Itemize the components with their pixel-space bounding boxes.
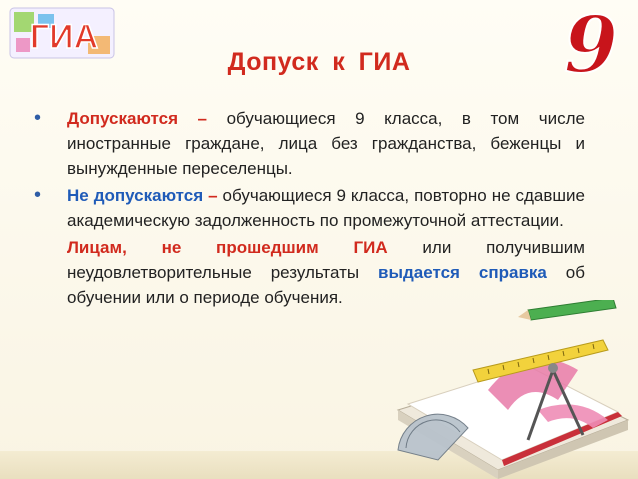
item-lead: Не допускаются xyxy=(67,186,204,205)
bullet-icon: • xyxy=(34,107,42,129)
list-item xyxy=(34,106,585,181)
content xyxy=(34,106,585,312)
list-item xyxy=(34,183,585,233)
book-supplies-illustration xyxy=(378,300,638,479)
note-lead: Лицам, не прошедшим ГИА xyxy=(67,238,388,257)
item-dash: – xyxy=(178,109,227,128)
item-text: обучающиеся 9 класса, повторно не сдавшие академическую задолженность по промежуточной аттестации. xyxy=(67,186,585,230)
logo-text: ГИА xyxy=(29,18,99,56)
item-dash: – xyxy=(203,186,223,205)
page-title: Допуск к ГИА xyxy=(227,48,411,76)
note-highlight: выдается справка xyxy=(378,263,547,282)
item-text: обучающиеся 9 класса, в том числе иностранные граждане, лица без гражданства, беженцы и вынужденные переселенцы. xyxy=(67,109,585,178)
item-lead: Допускаются xyxy=(67,109,178,128)
note-middle: или получившим неудовлетворительные результаты xyxy=(67,238,585,282)
nine-text: 9 xyxy=(563,6,619,82)
bullet-icon: • xyxy=(34,184,42,206)
note-paragraph xyxy=(34,235,585,310)
note-tail: об обучении или о периоде обучения. xyxy=(67,263,586,307)
